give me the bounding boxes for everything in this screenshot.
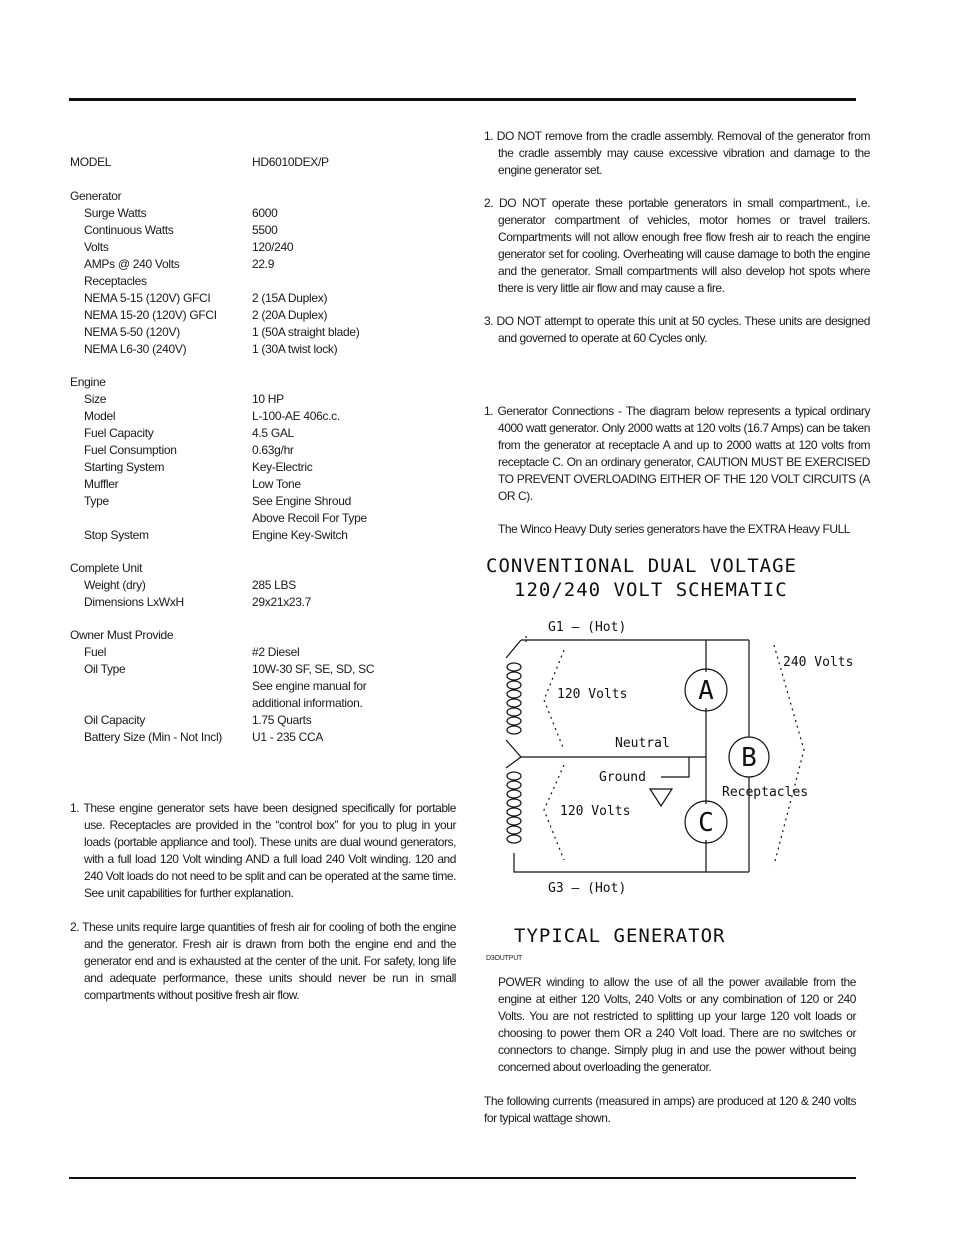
- spec-row: [70, 528, 470, 545]
- spec-row: [70, 662, 470, 679]
- 120-volts-bottom-label: 120 Volts: [560, 804, 631, 819]
- spec-label: Model: [84, 409, 116, 423]
- spec-label: Engine: [70, 375, 106, 389]
- spec-label: Owner Must Provide: [70, 628, 174, 642]
- 120-volts-top-label: 120 Volts: [557, 687, 628, 702]
- spec-label: Volts: [84, 240, 109, 254]
- generator-connections-note: 1. Generator Connections - The diagram below represents a typical ordinary 4000 watt generator. Only 2000 watts at 120 volts (16.7 Amps) can be taken from the generator at receptacle A and up to 2000 watts at 120 volts from receptacle C. On an ordinary generator, CAUTION MUST BE EXERCISED TO PREVENT OVERLOADING EITHER OF THE 120 VOLT CIRCUITS (A OR C).: [484, 404, 870, 503]
- spec-label: MODEL: [70, 155, 112, 169]
- dual-voltage-schematic: [484, 550, 864, 950]
- spec-value: 10W-30 SF, SE, SD, SC: [252, 662, 375, 676]
- schematic-title-line1: CONVENTIONAL DUAL VOLTAGE: [486, 555, 797, 577]
- spec-value: 0.63g/hr: [252, 443, 294, 457]
- spec-row: [70, 628, 470, 645]
- spec-row: [70, 325, 470, 342]
- spec-value: 2 (15A Duplex): [252, 291, 328, 305]
- neutral-label: Neutral: [615, 736, 670, 751]
- winco-note-start: The Winco Heavy Duty series generators have the EXTRA Heavy FULL: [498, 522, 851, 536]
- spec-value: 1 (50A straight blade): [252, 325, 360, 339]
- spec-row: [70, 477, 470, 494]
- spec-value: 22.9: [252, 257, 275, 271]
- spec-label: Muffler: [84, 477, 119, 491]
- g3-label: G3 — (Hot): [548, 881, 627, 896]
- spec-row: [70, 730, 470, 747]
- spec-value: Above Recoil For Type: [252, 511, 367, 525]
- receptacle-a-label: A: [698, 676, 714, 706]
- spec-row: [70, 223, 470, 240]
- spec-label: NEMA 5-50 (120V): [84, 325, 180, 339]
- spec-value: Low Tone: [252, 477, 301, 491]
- spec-row: [70, 426, 470, 443]
- spec-value: #2 Diesel: [252, 645, 300, 659]
- spec-row: [70, 645, 470, 662]
- spec-label: Oil Capacity: [84, 713, 146, 727]
- caution-cycles: 3. DO NOT attempt to operate this unit at 50 cycles. These units are designed and governed to operate at 60 Cycles only.: [484, 314, 870, 345]
- currents-note: The following currents (measured in amps) are produced at 120 & 240 volts for typical wattage shown.: [484, 1094, 856, 1125]
- receptacle-c-label: C: [698, 808, 714, 838]
- spec-value: HD6010DEX/P: [252, 155, 329, 169]
- portable-use-note: 1. These engine generator sets have been designed specifically for portable use. Receptacles are provided in the “control box” for you to plug in your loads (portable appliance and tool). These units are dual wound generators, with a full load 120 Volt winding AND a full load 240 Volt winding. 120 and 240 Volt loads do not need to be split and can be operated at the same time. See unit capabilities for further explanation.: [70, 801, 456, 900]
- caution-compartment: 2. DO NOT operate these portable generators in small compartment., i.e. generator compartment of vehicles, motor homes or travel trailers. Compartments will not allow enough free flow fresh air to reach the engine generator set for cooling. Overheating will cause damage to both the engine and the generator. Small compartments will also develop hot spots where there is very little air flow and may cause a fire.: [484, 196, 870, 295]
- spec-row: [70, 713, 470, 730]
- spec-row: [70, 595, 470, 612]
- ground-label: Ground: [599, 770, 646, 785]
- spec-label: Complete Unit: [70, 561, 143, 575]
- spec-row: [70, 443, 470, 460]
- drawing-id: D3OUTPUT: [486, 955, 523, 962]
- spec-label: Fuel Capacity: [84, 426, 154, 440]
- spec-label: NEMA L6-30 (240V): [84, 342, 187, 356]
- spec-label: Stop System: [84, 528, 149, 542]
- winco-note-continued: POWER winding to allow the use of all the power available from the engine at either 120 Volts, 240 Volts or any combination of 120 or 240 Volts. You are not restricted to splitting up your large 120 volt loads or choosing to power them OR a 240 Volt load. There are no switches or connectors to change. Simply plug in and use the power without being concerned about overloading the generator.: [498, 975, 856, 1074]
- spec-value: 6000: [252, 206, 278, 220]
- spec-label: Weight (dry): [84, 578, 146, 592]
- spec-value: 1 (30A twist lock): [252, 342, 338, 356]
- schematic-title-line2: 120/240 VOLT SCHEMATIC: [514, 579, 788, 601]
- spec-row: [70, 291, 470, 308]
- spec-value: additional information.: [252, 696, 363, 710]
- fresh-air-note: 2. These units require large quantities of fresh air for cooling of both the engine and the generator. Fresh air is drawn from both the engine end and the generator end and is exhausted at the center of the unit. For safety, long life and adequate performance, these units should never be run in small compartments without positive fresh air flow.: [70, 920, 456, 1002]
- top-rule: [69, 98, 856, 101]
- spec-row: [70, 342, 470, 359]
- spec-label: Size: [84, 392, 107, 406]
- spec-row: [70, 409, 470, 426]
- winding-bottom-coil: [507, 772, 521, 843]
- winding-top-coil: [507, 663, 521, 734]
- spec-label: Continuous Watts: [84, 223, 174, 237]
- spec-value: 5500: [252, 223, 278, 237]
- spec-value: 120/240: [252, 240, 294, 254]
- spec-value: 285 LBS: [252, 578, 296, 592]
- spec-value: 29x21x23.7: [252, 595, 312, 609]
- spec-value: U1 - 235 CCA: [252, 730, 324, 744]
- spec-label: Battery Size (Min - Not Incl): [84, 730, 223, 744]
- spec-row: [70, 392, 470, 409]
- spec-value: 1.75 Quarts: [252, 713, 312, 727]
- spec-label: Fuel: [84, 645, 107, 659]
- spec-row: [70, 257, 470, 274]
- spec-value: L-100-AE 406c.c.: [252, 409, 340, 423]
- spec-row: [70, 696, 470, 713]
- spec-row: [70, 240, 470, 257]
- 240-volts-label: 240 Volts: [783, 655, 854, 670]
- spec-label: Generator: [70, 189, 122, 203]
- spec-label: AMPs @ 240 Volts: [84, 257, 180, 271]
- spec-label: NEMA 5-15 (120V) GFCI: [84, 291, 211, 305]
- spec-row: [70, 206, 470, 223]
- spec-row: [70, 494, 470, 511]
- spec-value: 10 HP: [252, 392, 284, 406]
- spec-value: Engine Key-Switch: [252, 528, 348, 542]
- spec-row: [70, 375, 470, 392]
- spec-row: [70, 578, 470, 595]
- spec-value: See Engine Shroud: [252, 494, 351, 508]
- g1-label: G1 — (Hot): [548, 620, 627, 635]
- spec-label: Type: [84, 494, 109, 508]
- spec-row: [70, 679, 470, 696]
- spec-label: Surge Watts: [84, 206, 147, 220]
- spec-label: NEMA 15-20 (120V) GFCI: [84, 308, 217, 322]
- spec-row: [70, 561, 470, 578]
- spec-row: [70, 274, 470, 291]
- spec-label: Oil Type: [84, 662, 126, 676]
- spec-label: Starting System: [84, 460, 165, 474]
- spec-row: [70, 155, 470, 172]
- spec-row: [70, 511, 470, 528]
- spec-label: Dimensions LxWxH: [84, 595, 184, 609]
- caution-cradle: 1. DO NOT remove from the cradle assembly. Removal of the generator from the cradle assembly may cause excessive vibration and damage to the engine generator set.: [484, 129, 870, 177]
- spec-row: [70, 308, 470, 325]
- spec-row: [70, 189, 470, 206]
- spec-row: [70, 460, 470, 477]
- spec-label: Receptacles: [84, 274, 147, 288]
- receptacles-label: Receptacles: [722, 785, 809, 800]
- receptacle-b-label: B: [741, 743, 757, 773]
- typical-generator-caption: TYPICAL GENERATOR: [514, 925, 726, 947]
- spec-label: Fuel Consumption: [84, 443, 177, 457]
- spec-value: See engine manual for: [252, 679, 367, 693]
- spec-value: 4.5 GAL: [252, 426, 294, 440]
- spec-value: 2 (20A Duplex): [252, 308, 328, 322]
- spec-value: Key-Electric: [252, 460, 313, 474]
- bottom-rule: [69, 1177, 856, 1179]
